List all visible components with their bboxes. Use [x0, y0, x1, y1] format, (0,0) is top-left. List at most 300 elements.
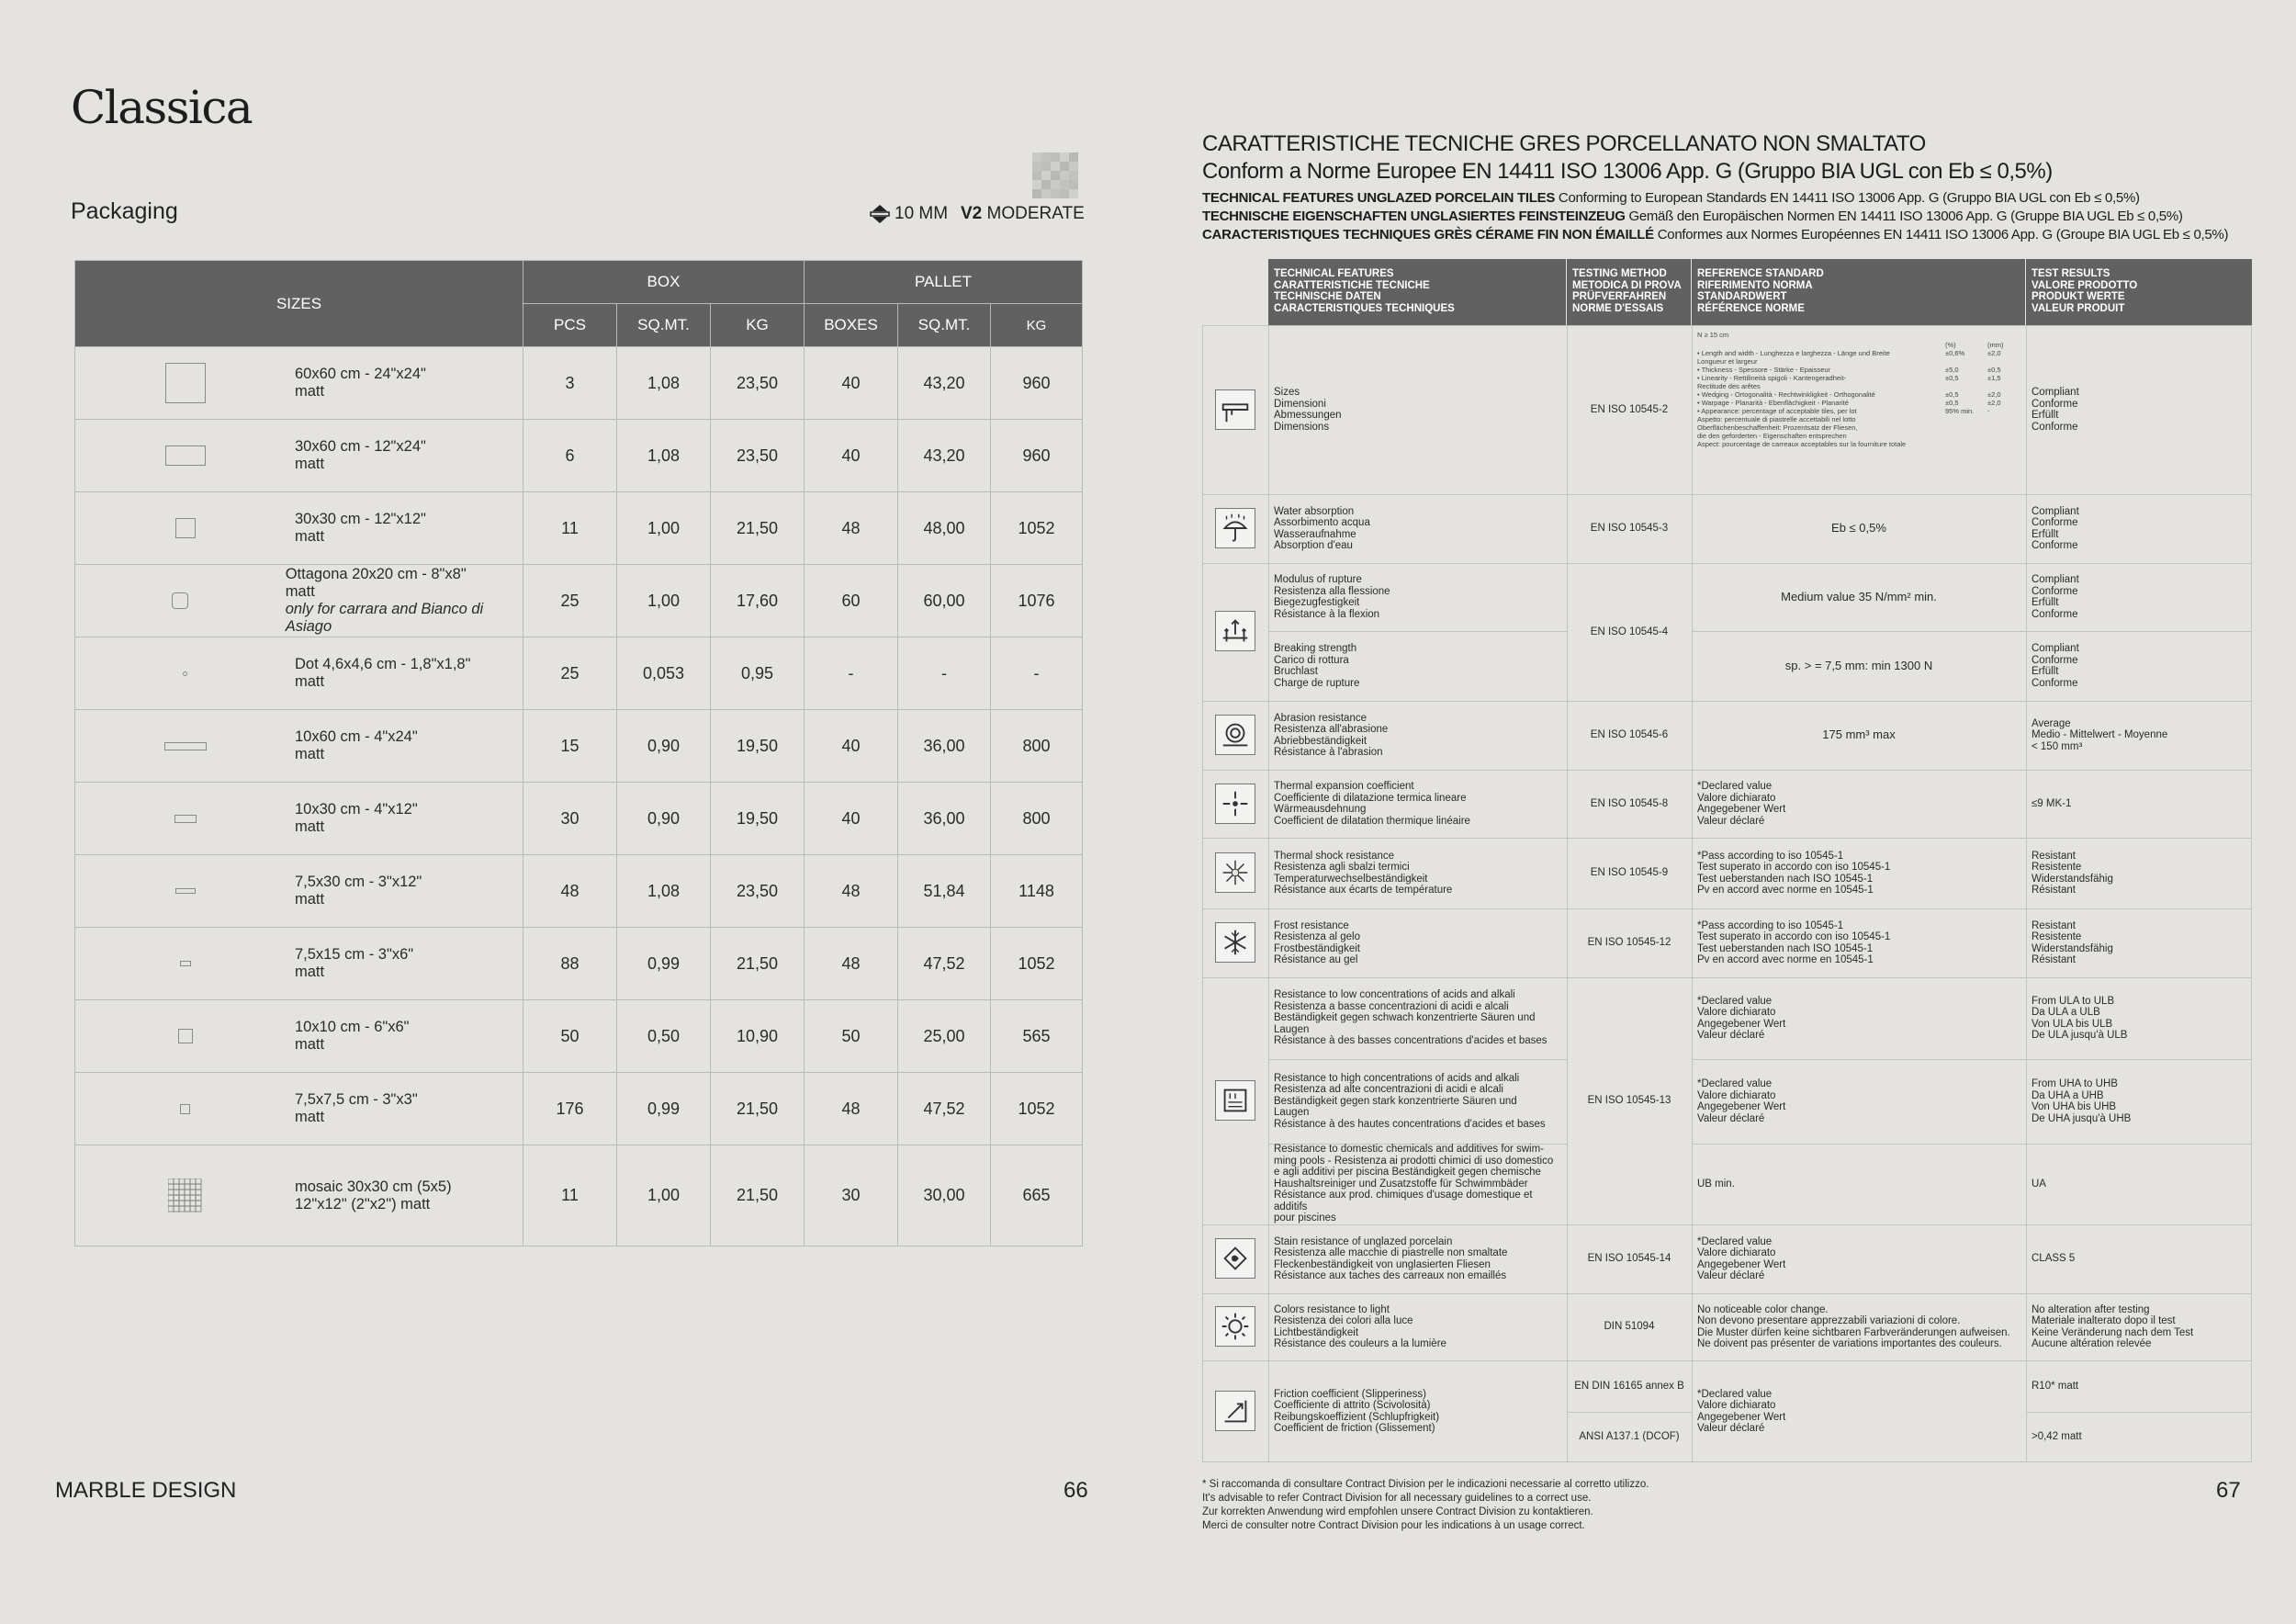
variation-label: MODERATE: [986, 204, 1085, 223]
size-finish: matt: [295, 818, 325, 835]
reference-cell-text: *Declared value Valore dichiarato Angegebener Wert Valeur déclaré: [1697, 995, 1786, 1041]
pallet-kg-cell: 1076: [991, 565, 1083, 637]
reference-cell-text: *Pass according to iso 10545-1 Test superato in accordo con iso 10545-1 Test ueberstanden nach ISO 10545-1 Pv en accord avec norme en 10545-1: [1697, 850, 1891, 896]
method-cell-text: DIN 51094: [1604, 1321, 1655, 1333]
box-kg-cell: 0,95: [711, 637, 805, 710]
method-cell-text: EN ISO 10545-12: [1587, 937, 1671, 949]
variation-code: V2: [961, 204, 983, 223]
footnote: * Si raccomanda di consultare Contract Division per le indicazioni necessarie al corretto utilizzo. It's advisable to refer Contract Division for all necessary guidelines to a correct use. Zur korrekten Anwendung wird empfohlen unsere Contract Division zu kontaktieren. Merci de consulter notre Contract Division pour les indications à un usage correct.: [1202, 1479, 1649, 1531]
tech-subtitle-it: Conform a Norme Europee EN 14411 ISO 13006 App. G (Gruppo BIA UGL con Eb ≤ 0,5%): [1202, 159, 2053, 184]
sizes-item-label: • Warpage - Planarità - Ebenflächigkeit - Planarité: [1697, 399, 1849, 407]
sizes-item-v2: ±2,0: [1987, 390, 2001, 399]
size-label: mosaic 30x30 cm (5x5): [295, 1178, 452, 1195]
sizes-detail: [1697, 331, 2020, 448]
table-row: [75, 710, 1083, 783]
pcs-cell: 30: [523, 783, 617, 855]
pallet-kg-cell: 800: [991, 783, 1083, 855]
reference-cell-text: Medium value 35 N/mm² min.: [1781, 589, 1937, 603]
result-cell-text: From UHA to UHB Da UHA a UHB Von UHA bis UHB De UHA jusqu'à UHB: [2032, 1078, 2132, 1124]
swatch-cell: [1069, 180, 1078, 189]
feature-cell: [1268, 977, 1567, 1059]
size-label: 10x60 cm - 4"x24": [295, 728, 418, 745]
sizes-item-label: • Thickness - Spessore - Stärke - Epaisseur: [1697, 366, 1831, 374]
size-note: only for carrara and Bianco di Asiago: [285, 601, 484, 635]
pcs-cell: 176: [523, 1073, 617, 1145]
dot-shape-icon: [183, 671, 187, 676]
pallet-sqmt-cell: 51,84: [898, 855, 991, 928]
table-row: [75, 855, 1083, 928]
size-finish: matt: [295, 673, 325, 690]
box-sqmt-cell: 1,08: [617, 855, 711, 928]
size-label: Dot 4,6x4,6 cm - 1,8"x1,8": [295, 656, 471, 672]
swatch-cell: [1041, 171, 1051, 180]
pallet-kg-cell: 960: [991, 420, 1083, 492]
result-cell-text: From ULA to ULB Da ULA a ULB Von ULA bis ULB De ULA jusqu'à ULB: [2032, 995, 2128, 1041]
reference-cell: [1692, 1360, 2026, 1462]
size-label: 30x60 cm - 12"x24": [295, 438, 426, 455]
feature-cell: [1268, 908, 1567, 977]
reference-cell-text: *Declared value Valore dichiarato Angegebener Wert Valeur déclaré: [1697, 1388, 1786, 1434]
expansion-icon: [1215, 784, 1255, 824]
feature-cell-text: Water absorption Assorbimento acqua Wasseraufnahme Absorption d'eau: [1274, 505, 1370, 551]
size-cell: [75, 420, 523, 492]
swatch-cell: [1041, 152, 1051, 162]
box-sqmt-cell: 1,00: [617, 565, 711, 637]
pcs-cell: 11: [523, 492, 617, 565]
frost-icon: [1215, 922, 1255, 963]
pcs-cell: 11: [523, 1145, 617, 1246]
feature-cell: [1268, 631, 1567, 701]
table-row: [75, 783, 1083, 855]
result-cell: [2026, 977, 2252, 1059]
feature-cell: [1268, 563, 1567, 631]
sizes-item-v1: ±5,0: [1945, 366, 1959, 374]
tile-shape-icon: [165, 445, 206, 466]
pallet-sqmt-cell: 48,00: [898, 492, 991, 565]
table-row: [75, 492, 1083, 565]
pallet-sqmt-cell: 36,00: [898, 710, 991, 783]
reference-cell: [1692, 838, 2026, 908]
sizes-item-v1: ±0,6%: [1945, 349, 1965, 357]
size-label: 10x30 cm - 4"x12": [295, 801, 418, 818]
reference-cell-text: Eb ≤ 0,5%: [1831, 521, 1886, 536]
subtitle-de-rest: Gemäß den Europäischen Normen EN 14411 ISO 13006 App. G (Gruppe BIA UGL Eb ≤ 0,5%): [1625, 209, 2183, 224]
pallet-sqmt-cell: 25,00: [898, 1000, 991, 1073]
result-cell-text: Resistant Resistente Widerstandsfähig Résistant: [2032, 919, 2113, 965]
table-row: [75, 928, 1083, 1000]
result-cell-text: >0,42 matt: [2032, 1431, 2082, 1443]
swatch-cell: [1069, 189, 1078, 198]
subtitle-en: [1202, 190, 2140, 206]
box-sqmt-cell: 0,90: [617, 783, 711, 855]
swatch-cell: [1032, 171, 1041, 180]
octagon-shape-icon: [172, 592, 188, 609]
tile-shape-icon: [164, 742, 207, 750]
sizes-item-v2: ±0,5: [1987, 366, 2001, 374]
chemical-icon-glyph: [1218, 1083, 1253, 1118]
header-results: TEST RESULTS VALORE PRODOTTO PRODUKT WERTE VALEUR PRODUIT: [2026, 259, 2252, 325]
tile-shape-icon: [165, 363, 206, 403]
feature-cell: [1268, 1293, 1567, 1360]
method-cell: [1567, 770, 1692, 838]
umbrella-icon-glyph: [1218, 511, 1253, 546]
result-cell: [2026, 1360, 2252, 1412]
thickness-value: 10 MM: [895, 204, 949, 223]
pallet-sqmt-cell: 30,00: [898, 1145, 991, 1246]
feature-cell-text: Stain resistance of unglazed porcelain Resistenza alle macchie di piastrelle non smaltate Fleckenbeständigkeit von unglasierten Fliesen Résistance aux taches des carreaux non emaillés: [1274, 1235, 1508, 1281]
size-finish: matt: [295, 891, 325, 908]
section-title: Packaging: [71, 198, 178, 224]
swatch-cell: [1060, 162, 1069, 171]
stain-icon: [1215, 1238, 1255, 1279]
method-cell: [1567, 1224, 1692, 1293]
feature-cell-text: Modulus of rupture Resistenza alla flessione Biegezugfestigkeit Résistance à la flexion: [1274, 574, 1390, 620]
reference-cell-text: No noticeable color change. Non devono presentare apprezzabili variazioni di colore. Die Muster dürfen keine sichtbaren Farbveränderungen aufweisen. Ne doivent pas présenter de variations importantes des couleurs.: [1697, 1303, 2010, 1349]
table-row: [75, 420, 1083, 492]
umbrella-icon: [1215, 508, 1255, 548]
tile-shape-icon: [175, 888, 196, 894]
result-cell-text: Resistant Resistente Widerstandsfähig Résistant: [2032, 850, 2113, 896]
feature-cell-text: Friction coefficient (Slipperiness) Coefficiente di attrito (Scivolosità) Reibungskoeffizient (Schlupfrigkeit) Coefficient de friction (Glissement): [1274, 1388, 1440, 1434]
boxes-cell: 50: [805, 1000, 898, 1073]
tile-shape-icon: [175, 518, 196, 538]
page-number-right: 67: [2216, 1478, 2241, 1503]
sizes-item-label: • Length and width - Lunghezza e larghezza - Länge und Breite Longueur et largeur: [1697, 349, 1890, 366]
reference-cell: [1692, 908, 2026, 977]
pcs-cell: 50: [523, 1000, 617, 1073]
swatch-cell: [1041, 180, 1051, 189]
page-number-left: 66: [1064, 1478, 1088, 1503]
header-box-sqmt: SQ.MT.: [617, 304, 711, 347]
feature-cell: [1268, 325, 1567, 494]
method-cell-text: EN DIN 16165 annex B: [1574, 1380, 1684, 1392]
result-cell-text: Compliant Conforme Erfüllt Conforme: [2032, 387, 2079, 433]
box-kg-cell: 19,50: [711, 710, 805, 783]
result-cell: [2026, 908, 2252, 977]
reference-cell: [1692, 1224, 2026, 1293]
sizes-item-v2: -: [1987, 407, 1990, 415]
method-cell-text: EN ISO 10545-9: [1590, 867, 1669, 879]
pallet-kg-cell: 960: [991, 347, 1083, 420]
method-cell-text: EN ISO 10545-13: [1587, 1095, 1671, 1107]
result-cell-text: Average Medio - Mittelwert - Moyenne < 150 mm³: [2032, 717, 2168, 752]
header-features: TECHNICAL FEATURES CARATTERISTICHE TECNICHE TECHNISCHE DATEN CARACTERISTIQUES TECHNIQUES: [1268, 259, 1566, 325]
table-row: [75, 1073, 1083, 1145]
feature-cell: [1268, 1144, 1567, 1224]
flexion-icon-glyph: [1218, 614, 1253, 648]
tile-shape-icon: [180, 1104, 190, 1114]
box-kg-cell: 23,50: [711, 420, 805, 492]
swatch-cell: [1032, 152, 1041, 162]
sizes-intro: N ≥ 15 cm: [1697, 331, 1729, 339]
sizes-item-v2: ±2,0: [1987, 349, 2001, 357]
size-label: 7,5x30 cm - 3"x12": [295, 874, 422, 890]
swatch-cell: [1041, 162, 1051, 171]
box-kg-cell: 21,50: [711, 1073, 805, 1145]
result-cell-text: CLASS 5: [2032, 1253, 2076, 1265]
box-sqmt-cell: 1,08: [617, 347, 711, 420]
size-cell: [75, 1000, 523, 1073]
swatch-cell: [1032, 162, 1041, 171]
reference-cell: [1692, 770, 2026, 838]
header-box-kg: KG: [711, 304, 805, 347]
method-cell: [1567, 325, 1692, 494]
tech-title-it: CARATTERISTICHE TECNICHE GRES PORCELLANATO NON SMALTATO: [1202, 131, 1926, 156]
method-cell-text: EN ISO 10545-3: [1590, 523, 1669, 535]
feature-cell-text: Colors resistance to light Resistenza dei colori alla luce Lichtbeständigkeit Résistance des couleurs a la lumière: [1274, 1303, 1446, 1349]
technical-table: [1202, 259, 2252, 1462]
swatch-cell: [1060, 180, 1069, 189]
stain-icon-glyph: [1218, 1241, 1253, 1276]
friction-icon: [1215, 1391, 1255, 1431]
method-cell: [1567, 494, 1692, 563]
header-sizes: SIZES: [75, 261, 523, 347]
swatch-cell: [1060, 152, 1069, 162]
box-kg-cell: 19,50: [711, 783, 805, 855]
size-cell: [75, 855, 523, 928]
result-cell-text: ≤9 MK-1: [2032, 797, 2072, 809]
boxes-cell: 60: [805, 565, 898, 637]
pallet-sqmt-cell: 47,52: [898, 1073, 991, 1145]
subtitle-de: [1202, 209, 2183, 224]
pcs-cell: 6: [523, 420, 617, 492]
method-cell: [1567, 838, 1692, 908]
result-cell: [2026, 1412, 2252, 1462]
swatch-cell: [1041, 189, 1051, 198]
thickness-indicator: [869, 204, 948, 224]
box-kg-cell: 10,90: [711, 1000, 805, 1073]
abrasion-icon: [1215, 715, 1255, 755]
feature-cell-text: Frost resistance Resistenza al gelo Frostbeständigkeit Résistance au gel: [1274, 919, 1360, 965]
tile-shape-icon: [180, 961, 191, 966]
table-row: [75, 565, 1083, 637]
chemical-icon: [1215, 1080, 1255, 1121]
pallet-sqmt-cell: 47,52: [898, 928, 991, 1000]
header-pallet: PALLET: [805, 261, 1083, 304]
method-cell: [1567, 977, 1692, 1224]
method-cell: [1567, 1360, 1692, 1412]
feature-cell-text: Thermal shock resistance Resistenza agli sbalzi termici Temperaturwechselbeständigkeit Résistance aux écarts de température: [1274, 850, 1453, 896]
reference-cell-text: 175 mm³ max: [1822, 727, 1896, 742]
frost-icon-glyph: [1218, 925, 1253, 960]
header-reference: REFERENCE STANDARD RIFERIMENTO NORMA STANDARDWERT RÉFÉRENCE NORME: [1692, 259, 2025, 325]
table-row: [75, 637, 1083, 710]
sizes-item-label: • Linearity - Rettilineità spigoli - Kantengeradheit- Rectitude des arêtes: [1697, 374, 1847, 390]
result-cell: [2026, 494, 2252, 563]
boxes-cell: 48: [805, 928, 898, 1000]
abrasion-icon-glyph: [1218, 717, 1253, 752]
box-kg-cell: 23,50: [711, 347, 805, 420]
feature-cell: [1268, 770, 1567, 838]
size-cell: [75, 928, 523, 1000]
subtitle-fr-rest: Conformes aux Normes Européennes EN 14411 ISO 13006 App. G (Groupe BIA UGL Eb ≤ 0,5%): [1653, 227, 2229, 242]
boxes-cell: 48: [805, 1073, 898, 1145]
method-cell-text: EN ISO 10545-14: [1587, 1253, 1671, 1265]
size-finish: matt: [295, 964, 325, 980]
friction-icon-glyph: [1218, 1393, 1253, 1428]
subtitle-fr: [1202, 227, 2228, 242]
feature-cell: [1268, 1059, 1567, 1144]
feature-cell: [1268, 1360, 1567, 1462]
table-row: [75, 1000, 1083, 1073]
reference-cell-text: *Declared value Valore dichiarato Angegebener Wert Valeur déclaré: [1697, 781, 1786, 827]
packaging-table: [74, 260, 1083, 1246]
result-cell-text: R10* matt: [2032, 1380, 2079, 1392]
reference-cell-text: *Declared value Valore dichiarato Angegebener Wert Valeur déclaré: [1697, 1235, 1786, 1281]
header-box: BOX: [523, 261, 805, 304]
feature-cell: [1268, 838, 1567, 908]
feature-cell: [1268, 1224, 1567, 1293]
pallet-kg-cell: 665: [991, 1145, 1083, 1246]
box-sqmt-cell: 1,00: [617, 1145, 711, 1246]
sizes-col2: (mm): [1987, 341, 2004, 349]
result-cell: [2026, 325, 2252, 494]
size-label: 30x30 cm - 12"x12": [295, 511, 426, 527]
reference-cell-text: UB min.: [1697, 1178, 1735, 1190]
swatch-cell: [1069, 152, 1078, 162]
size-finish: matt: [285, 583, 315, 600]
feature-cell: [1268, 701, 1567, 770]
pallet-sqmt-cell: 43,20: [898, 347, 991, 420]
box-sqmt-cell: 0,99: [617, 928, 711, 1000]
size-cell: [75, 783, 523, 855]
result-cell: [2026, 563, 2252, 631]
pcs-cell: 15: [523, 710, 617, 783]
size-cell: [75, 347, 523, 420]
pcs-cell: 88: [523, 928, 617, 1000]
swatch-cell: [1051, 189, 1060, 198]
box-kg-cell: 21,50: [711, 492, 805, 565]
method-cell-text: EN ISO 10545-8: [1590, 797, 1669, 809]
feature-cell-text: Sizes Dimensioni Abmessungen Dimensions: [1274, 387, 1342, 433]
pcs-cell: 3: [523, 347, 617, 420]
box-sqmt-cell: 0,90: [617, 710, 711, 783]
thickness-icon: [869, 204, 891, 224]
feature-cell-text: Abrasion resistance Resistenza all'abrasione Abriebbeständigkeit Résistance à l'abrasion: [1274, 712, 1389, 758]
result-cell: [2026, 1059, 2252, 1144]
header-pcs: PCS: [523, 304, 617, 347]
size-finish: matt: [295, 1036, 325, 1053]
size-finish: matt: [295, 528, 325, 545]
size-finish: matt: [295, 746, 325, 762]
variation-swatch-icon: [1032, 152, 1078, 198]
box-kg-cell: 17,60: [711, 565, 805, 637]
result-cell: [2026, 631, 2252, 701]
feature-cell-text: Breaking strength Carico di rottura Bruchlast Charge de rupture: [1274, 643, 1360, 689]
feature-cell-text: Resistance to high concentrations of acids and alkali Resistenza ad alte concentrazioni di acidi e alcali Beständigkeit gegen stark konzentrierte Säuren und Laugen Résistance à des hautes concentrations d'acides et bases: [1274, 1072, 1546, 1130]
size-label: Ottagona 20x20 cm - 8"x8": [285, 566, 467, 582]
collection-title: Classica: [71, 81, 253, 134]
sizes-item-v1: ±0,5: [1945, 399, 1959, 407]
size-finish: matt: [295, 456, 325, 472]
flexion-icon: [1215, 611, 1255, 651]
size-cell: [75, 710, 523, 783]
boxes-cell: 30: [805, 1145, 898, 1246]
reference-cell-text: *Pass according to iso 10545-1 Test superato in accordo con iso 10545-1 Test ueberstanden nach ISO 10545-1 Pv en accord avec norme en 10545-1: [1697, 919, 1891, 965]
table-row: [75, 347, 1083, 420]
reference-cell: [1692, 563, 2026, 631]
feature-cell-text: Resistance to low concentrations of acids and alkali Resistenza a basse concentrazioni di acidi e alcali Beständigkeit gegen schwach konzentrierte Säuren und Laugen Résistance à des basses concentrations d'acides et bases: [1274, 989, 1548, 1047]
pallet-sqmt-cell: -: [898, 637, 991, 710]
header-boxes: BOXES: [805, 304, 898, 347]
thermal-shock-icon-glyph: [1218, 855, 1253, 890]
reference-cell: [1692, 631, 2026, 701]
box-sqmt-cell: 0,99: [617, 1073, 711, 1145]
reference-cell: [1692, 1293, 2026, 1360]
pcs-cell: 25: [523, 637, 617, 710]
sizes-item-v2: ±1,5: [1987, 374, 2001, 382]
box-sqmt-cell: 1,00: [617, 492, 711, 565]
box-kg-cell: 21,50: [711, 928, 805, 1000]
size-label: 7,5x7,5 cm - 3"x3": [295, 1091, 418, 1108]
result-cell: [2026, 1144, 2252, 1224]
sizes-item-v1: ±0,5: [1945, 374, 1959, 382]
header-pallet-kg: KG: [991, 304, 1083, 347]
reference-cell-text: sp. > = 7,5 mm: min 1300 N: [1784, 658, 1933, 672]
variation-indicator: [961, 204, 1085, 224]
pallet-kg-cell: 800: [991, 710, 1083, 783]
size-cell: [75, 637, 523, 710]
header-pallet-sqmt: SQ.MT.: [898, 304, 991, 347]
method-cell-text: ANSI A137.1 (DCOF): [1579, 1431, 1680, 1443]
sizes-item-v2: ±2,0: [1987, 399, 2001, 407]
swatch-cell: [1032, 180, 1041, 189]
result-cell: [2026, 1224, 2252, 1293]
table-row: [75, 1145, 1083, 1246]
tile-shape-icon: [178, 1029, 193, 1043]
right-page: [1148, 0, 2296, 1624]
sizes-item-v1: 95% min.: [1945, 407, 1975, 415]
pallet-kg-cell: 565: [991, 1000, 1083, 1073]
size-label: 10x10 cm - 6"x6": [295, 1019, 410, 1035]
size-finish: matt: [295, 383, 325, 400]
sizes-col1: (%): [1945, 341, 1956, 349]
box-sqmt-cell: 0,50: [617, 1000, 711, 1073]
method-cell: [1567, 1412, 1692, 1462]
brand-name: MARBLE DESIGN: [55, 1478, 237, 1503]
light-icon: [1215, 1306, 1255, 1347]
subtitle-de-bold: TECHNISCHE EIGENSCHAFTEN UNGLASIERTES FEINSTEINZEUG: [1202, 209, 1626, 224]
boxes-cell: 40: [805, 783, 898, 855]
caliper-icon: [1215, 389, 1255, 430]
swatch-cell: [1051, 171, 1060, 180]
size-finish: 12"x12" (2"x2") matt: [295, 1195, 431, 1212]
header-method: TESTING METHOD METODICA DI PROVA PRÜFVERFAHREN NORME D'ESSAIS: [1567, 259, 1691, 325]
result-cell-text: Compliant Conforme Erfüllt Conforme: [2032, 574, 2079, 620]
feature-cell-text: Resistance to domestic chemicals and additives for swim- ming pools - Resistenza ai prodotti chimici di uso domestico e agli additivi per piscina Beständigkeit gegen chemische Haushaltsreiniger und Zusatzstoffe für Schwimmbäder Résistance aux prod. chimiques d'usage domestique et additifs pour piscines: [1274, 1144, 1554, 1224]
result-cell-text: UA: [2032, 1178, 2046, 1190]
reference-cell: [1692, 977, 2026, 1059]
result-cell-text: Compliant Conforme Erfüllt Conforme: [2032, 505, 2079, 551]
swatch-cell: [1069, 171, 1078, 180]
pallet-kg-cell: 1052: [991, 492, 1083, 565]
table-border: [1202, 325, 1203, 1462]
subtitle-en-rest: Conforming to European Standards EN 14411 ISO 13006 App. G (Gruppo BIA UGL con Eb ≤ 0,5%): [1555, 190, 2140, 206]
swatch-cell: [1032, 189, 1041, 198]
method-cell: [1567, 563, 1692, 701]
reference-cell: [1692, 1059, 2026, 1144]
box-kg-cell: 23,50: [711, 855, 805, 928]
box-kg-cell: 21,50: [711, 1145, 805, 1246]
pallet-kg-cell: 1052: [991, 928, 1083, 1000]
tile-shape-icon: [174, 815, 197, 823]
reference-cell: [1692, 701, 2026, 770]
light-icon-glyph: [1218, 1309, 1253, 1344]
sizes-item-v1: ±0,5: [1945, 390, 1959, 399]
feature-cell: [1268, 494, 1567, 563]
swatch-cell: [1060, 189, 1069, 198]
pcs-cell: 25: [523, 565, 617, 637]
